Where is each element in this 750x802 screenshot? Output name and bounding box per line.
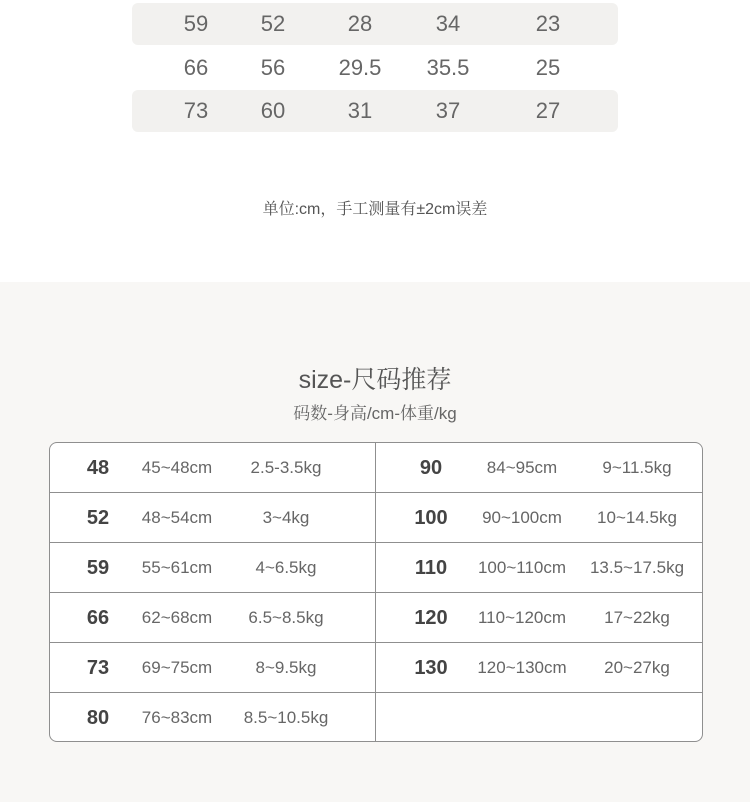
size-height: 120~130cm [477, 658, 567, 677]
size-title: size-尺码推荐 [298, 366, 452, 394]
size-code: 48 [86, 457, 110, 479]
size-code: 120 [414, 607, 448, 629]
size-weight: 2.5-3.5kg [250, 458, 322, 477]
measurement-cell: 56 [260, 55, 286, 80]
measurement-row [132, 90, 618, 132]
measurement-section [0, 0, 750, 282]
size-table [49, 442, 703, 742]
measurement-row [132, 3, 618, 45]
size-weight: 4~6.5kg [255, 558, 317, 577]
size-code: 59 [86, 557, 110, 579]
measurement-cell: 31 [347, 98, 373, 123]
measurement-cell: 37 [435, 98, 461, 123]
size-height: 69~75cm [141, 658, 213, 677]
unit-note: 单位:cm，手工测量有±2cm误差 [262, 201, 488, 218]
size-weight: 6.5~8.5kg [248, 608, 324, 627]
size-weight: 17~22kg [604, 608, 670, 627]
size-weight: 8~9.5kg [255, 658, 317, 677]
size-row [50, 543, 702, 593]
size-height: 45~48cm [141, 458, 213, 477]
size-code: 130 [414, 657, 448, 679]
measurement-cell: 34 [435, 11, 461, 36]
size-weight: 3~4kg [262, 508, 310, 527]
measurement-cell: 52 [260, 11, 286, 36]
size-row [50, 643, 702, 693]
size-code: 100 [414, 507, 448, 529]
size-height: 90~100cm [482, 508, 562, 527]
size-row [50, 593, 702, 643]
size-height: 110~120cm [477, 608, 567, 627]
size-code: 66 [86, 607, 110, 629]
size-recommendation-section [0, 282, 750, 802]
size-subtitle: 码数-身高/cm-体重/kg [293, 404, 457, 423]
measurement-cell: 73 [183, 98, 209, 123]
measurement-cell: 25 [535, 55, 561, 80]
size-weight: 10~14.5kg [597, 508, 677, 527]
size-height: 100~110cm [477, 558, 567, 577]
size-height: 84~95cm [486, 458, 558, 477]
size-row [50, 493, 702, 543]
size-height: 55~61cm [141, 558, 213, 577]
measurement-cell: 29.5 [338, 55, 382, 80]
size-height: 62~68cm [141, 608, 213, 627]
size-code: 52 [86, 507, 110, 529]
size-weight: 8.5~10.5kg [243, 708, 329, 727]
size-code: 90 [419, 457, 443, 479]
size-code: 80 [86, 707, 110, 729]
size-code: 110 [414, 557, 448, 579]
measurement-cell: 59 [183, 11, 209, 36]
measurement-cell: 28 [347, 11, 373, 36]
size-row [50, 443, 702, 493]
size-row [50, 693, 702, 742]
size-weight: 13.5~17.5kg [589, 558, 685, 577]
measurement-cell: 27 [535, 98, 561, 123]
measurement-cell: 23 [535, 11, 561, 36]
size-height: 76~83cm [141, 708, 213, 727]
measurement-cell: 60 [260, 98, 286, 123]
size-code: 73 [86, 657, 110, 679]
measurement-cell: 35.5 [426, 55, 470, 80]
size-weight: 9~11.5kg [602, 458, 672, 477]
measurement-cell: 66 [183, 55, 209, 80]
size-height: 48~54cm [141, 508, 213, 527]
size-weight: 20~27kg [604, 658, 670, 677]
measurement-row [132, 47, 618, 89]
